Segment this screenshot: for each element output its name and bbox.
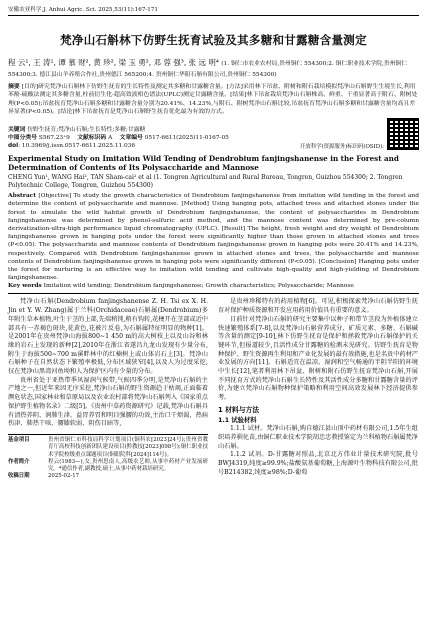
keywords-line [8,126,229,134]
body-paragraph: 1.1.1 试材。梵净山石斛,购自德江县山顶中药材有限公司,1.5年生组织培养驯化苗,由铜仁职业技术学院胡忠忠教授鉴定为兰科植物石斛属梵净山石斛。 [218,425,418,450]
doc-code: A [108,134,113,141]
footnote-received [8,473,208,480]
doi-label: doi [8,142,19,149]
footnote-text: 2025-02-17 [48,473,80,480]
author-names: 程 云¹, 王 涛¹, 谭 慕 财², 黄 珍², 梁 玉 勇², 邓 蓉 强³, 张 远 明⁴ [8,58,219,67]
section-heading: 1 材料与方法 [218,405,260,414]
abstract-label: 摘要 [8,84,20,90]
body-paragraph: 1.1.2 试剂。D-甘露糖对照品,北京北方伟业计量技术研究院,批号BWJ4319,纯度≥99.9%;盐酸氨基葡萄糖,上海源叶生物科技有限公司,批号B214382,纯度≥98%;D-葡萄 [218,451,418,476]
article-no: 0517-6611(2025)11-0167-05 [144,134,229,141]
article-info [8,126,229,151]
divider [8,293,419,294]
english-abstract [8,192,419,282]
body-paragraph: 目前针对梵净山石斛的研究主要集中以种子和带节茎段为外植体建立快速繁殖体系[7-8],以及梵净山石斛营养成分、矿质元素、多糖、石斛碱等含量的测定[9-10],林下仿野生抚育是保护和拯救梵净山石斛保护的关键环节,但报道较少,且活性成分甘露糖的检测未见研究。仿野生抚育是物种保护、野生资源再生利用和产业化发展的最有效措施,也是名贵中药材产业发展的方向[11]。石斛适宜在温凉、湿润和空气畅通的半阴半阳的环境中生长[12],笔者利用林下吊盆、附树和附石仿野生抚育梵净山石斛,开展不同抚育方式的梵净山石斛生长特性及其活性成分多糖和甘露糖含量的评价,为建立梵净山石斛物种保护策略和利用空间高效发展林下经济提供参考。 [218,315,418,402]
doi-line: doi: 10.3969/j.issn.0517-6611.2025.11.036 [8,142,136,149]
footnotes [8,434,208,481]
english-abstract-label: Abstract [8,192,36,200]
doc-code-label: 文献标识码 [77,134,107,141]
english-title: Experimental Study on Imitation Wild Tending of Dendrobium fanjingshanense in the Forest and Determination of Contents of Its Polysaccharide and Mannose [8,154,399,173]
footnote-label: 作者简介 [8,458,30,465]
classification-line [8,134,229,142]
classification-label: 中图分类号 [8,134,37,141]
left-column [8,298,208,480]
author-affiliation: (1. 铜仁市农业农村局,贵州铜仁 554300;2. 铜仁职业技术学院,贵州铜仁 554300;3. 德江县山羊养殖合作社,贵州德江 565200;4. 贵州铜仁华阳石斛有限公司,贵州铜仁 554300) [8,61,408,78]
classification-code: S567.23⁺9 [38,134,70,141]
journal-citation: 安徽农业科学,J. Anhui Agric. Sci. 2025,53(11):167-171 [8,7,158,13]
paper-title: 梵净山石斛林下仿野生抚育试验及其多糖和甘露糖含量测定 [60,33,367,47]
osid-block [300,118,419,150]
author-block [8,58,419,80]
running-header [8,6,419,16]
footnote-text: 贵州省铜仁市科技局科学计划项目(铜科农[2023]24号);贵州省教育厅高校科技创新团队建设项目(黔教技[2023]098号);铜仁职业技术学院校级重点课题项目(铜职院科[2024]114号)。 [48,436,208,458]
footnote-text: 程云(1983—),女,贵州思南人,高级农艺师,从事中药材产业发展研究。*通信作者,副教授,硕士,从事中药材栽培研究。 [48,458,208,473]
paper-page [8,6,419,481]
subsection-heading: 1.1 试验材料 [218,416,257,424]
doi-value[interactable]: 10.3969/j.issn.0517-6611.2025.11.036 [21,142,136,149]
chinese-abstract [8,83,419,116]
body-paragraph: 梵净山石斛(Dendrobium fanjingshanense Z. H. Tsi ex X. H. Jin et Y. W. Zhang)属于兰科(Orchidaceae)石斛属(Dendrobium)多年附生草本植物,叶生于茎的上部,先端稍钝,稍有钩转,花梗开在茎部或近中部具有一赤褐色斑块,花黄色,花被片反卷,为石斛属特征明显的物种[1]。是2001年在贵州梵净山海拔800~1 450 m的高大树枝上以及山谷和林缘的岩石上发现的新种[2],2010年在浙江省遂昌九龙山发现有少量分布,附生于海拔500~700 m溪畔林中的红楠树上或山体岩石上[3]。梵净山石斛种子在自然状态下繁殖率极低,分布区域狭窄[4],以及人为过度采挖,仅在梵净山黑湾河鱼坳和人为保护区内有少量的分布。 [8,298,208,376]
english-authors: CHENG Yun¹, WANG Hai², TAN Sham-cai² et al (1. Tongren Agricultural and Rural Bureau, Tongren, Guizhou 554300; 2. Tongren Polytechnic College, Tongren, Guizhou 554300) [8,174,403,190]
article-no-label: 文章编号 [119,134,143,141]
english-abstract-text: [Objective] To study the growth characteristics of Dendrobium fanjingshanense from imitation wild tending in the forest and determine the content of polysaccharide and mannose. [Method] Using hanging pots, attached trees and attached stones under the forest to simulate the wild habitat growth of Dendrobium fanjingshanense, the content of polysaccharides in Dendrobium fanjingshanense was determined by phenol-sulfuric acid method, and the mannose content was determined by pre-column derivatization-ultra-high performance liquid chromatography (UPLC). [Result] The height, fresh weight and dry weight of Dendrobium fanjingshanense grown in hanging pots under the forest were significantly higher than those grown in attached stones and trees (P<0.05). The polysaccharide and mannose contents of Dendrobium fanjingshanense grown in hanging pots were 20.41% and 14.23%, respectively. Compared with Dendrobium fanjingshanense grown in attached stones and trees, the polysaccharide and mannose contents of Dendrobium fanjingshanense grown in hanging pots were significantly different (P<0.05). [Conclusion] Hanging pots under the forest for nurturing is an effective way to imitation wild tending and cultivate high-quality and high-yielding of Dendrobium fanjingshanense. [8,193,419,282]
article-info-row [8,118,419,150]
english-keywords-label: Key words [8,282,42,290]
body-paragraph: 是贵州珍稀特有的药用植物[6]。可见,积极探索梵净山石斛仿野生抚育对保护种质资源和开发应用药用价值具有重要的意义。 [218,298,418,315]
body-columns [8,298,419,480]
osid-caption: 开放科学(资源服务)标识码(OSID): [299,144,384,151]
english-keywords-text: Imitation wild tending; Dendrobium fanjingshanense; Growth characteristics; Polysaccharide; Mannose [43,283,354,290]
right-column [218,298,418,480]
abstract-text: [目的]研究梵净山石斛林下仿野生抚育的生长特性及测定其多糖和甘露糖含量。[方法]采用林下吊盆、附树和附石栽培模拟梵净山石斛野生生境生长,利用苯酚-硫酸法测定其多糖含量,柱前衍生化-超高效液相色谱法(UPLC)测定甘露糖含量。[结果]林下吊盆栽培梵净山石斛株高、鲜重、干重显著高于附石、附树处理(P<0.05);吊盆抚育梵净山石斛多糖和甘露糖含量分别为20.41%、14.23%,与附石、附树梵净山石斛比较,吊盆抚育梵净山石斛多糖和甘露糖含量均高且差异显著(P<0.05)。[结论]林下吊盆抚育是梵净山石斛野生抚育优化最为有效的方式。 [8,84,418,115]
footnote-funding [8,437,208,459]
qr-code-icon[interactable] [387,118,419,150]
keywords-label: 关键词 [8,126,26,133]
footnote-author [8,459,208,474]
english-keywords [8,282,419,290]
keywords-text: 仿野生抚育;梵净山石斛;生长特性;多糖;甘露糖 [27,126,146,133]
footnote-label: 收稿日期 [8,473,30,480]
body-paragraph: 贵州省处于亚热带季风湿润气候带,气候四季分明,是梵净山石斛的主产地之一,但近年来因无序采挖,梵净山石斛的野生资源趋于枯竭,正面临着濒危状态,国家林业和草原局以及农业农村部将梵净山石斛列入《国家重点保护野生植物名录》二级[5]。《贵州中草药资源研究》记载,梵净山石斛具有清热养阴、润肺生津、益胃养胃和明目强腰的功效,主治口干烦渴、热病伤津、肺热干咳、腰膝软弱、阴伤目暗等, [8,376,208,428]
footnote-label: 基金项目 [8,436,30,443]
